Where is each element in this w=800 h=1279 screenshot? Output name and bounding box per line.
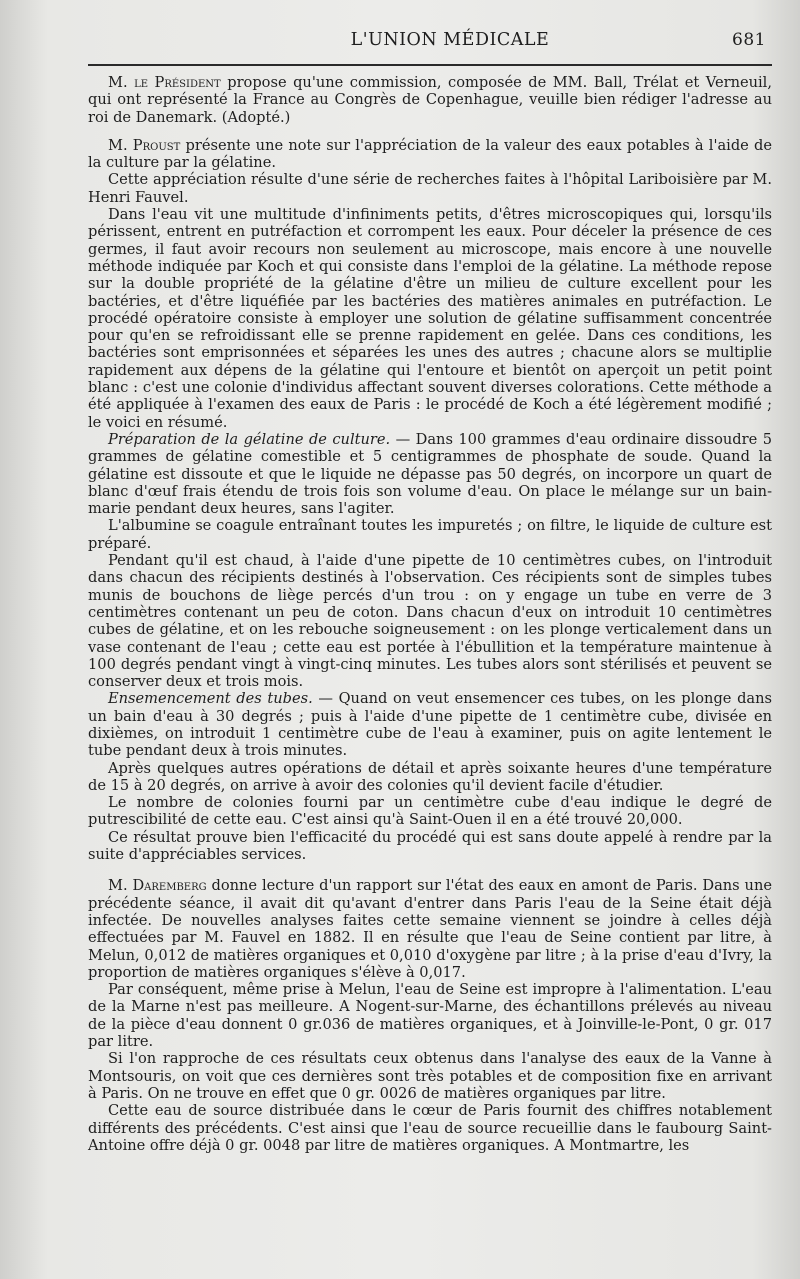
- paragraph: Si l'on rapproche de ces résultats ceux obtenus dans l'analyse des eaux de la Vanne à Montsouris, on voit que ces dernières sont très potables et de composition fixe en arrivant à Paris. On ne trouve en effet que 0 gr. 0026 de matières organiques par litre.: [88, 1050, 772, 1102]
- paragraph: M. Dareмberg donne lecture d'un rapport sur l'état des eaux en amont de Paris. Dans une précédente séance, il avait dit qu'avant d'entrer dans Paris l'eau de la Seine était déjà infectée. De nouvelles analyses faites cette semaine viennent se joindre à celles déjà effectuées par M. Fauvel en 1882. Il en résulte que l'eau de Seine contient par litre, à Melun, 0,012 de matières organiques et 0,010 d'oxygène par litre ; à la prise d'eau d'Ivry, la proportion de matières organiques s'élève à 0,017.: [88, 877, 772, 981]
- running-header: [88, 30, 772, 62]
- section-heading: Ensemencement des tubes.: [108, 690, 313, 708]
- speaker-name: M. Dareмberg: [108, 877, 207, 895]
- paragraph: Préparation de la gélatine de culture. — Dans 100 grammes d'eau ordinaire dissoudre 5 grammes de gélatine comestible et 5 centigrammes de phosphate de soude. Quand la gélatine est dissoute et que le liquide ne dépasse pas 50 degrés, on incorpore un quart de blanc d'œuf frais étendu de trois fois son volume d'eau. On place le mélange sur un bain-marie pendant deux heures, sans l'agiter.: [88, 430, 772, 518]
- paragraph: M. le Président propose qu'une commission, composée de MM. Ball, Trélat et Verneuil, qui ont représenté la France au Congrès de Copenhague, veuille bien rédiger l'adresse au roi de Danemark. (Adopté.): [88, 74, 772, 126]
- paragraph: Cette appréciation résulte d'une série de recherches faites à l'hôpital Lariboisière par M. Henri Fauvel.: [88, 171, 772, 206]
- section-heading: Préparation de la gélatine de culture.: [108, 430, 391, 448]
- body-text: [88, 74, 772, 1154]
- paragraph: Par conséquent, même prise à Melun, l'eau de Seine est impropre à l'alimentation. L'eau de la Marne n'est pas meilleure. A Nogent-sur-Marne, des échantillons prélevés au niveau de la pièce d'eau donnent 0 gr.036 de matières organiques, et à Joinville-le-Pont, 0 gr. 017 par litre.: [88, 981, 772, 1051]
- paragraph: Le nombre de colonies fourni par un centimètre cube d'eau indique le degré de putrescibilité de cette eau. C'est ainsi qu'à Saint-Ouen il en a été trouvé 20,000.: [88, 794, 772, 829]
- header-rule: [88, 64, 772, 66]
- paragraph: L'albumine se coagule entraînant toutes les impuretés ; on filtre, le liquide de culture est préparé.: [88, 517, 772, 552]
- journal-title: L'UNION MÉDICALE: [350, 30, 550, 50]
- paragraph: Dans l'eau vit une multitude d'infiniments petits, d'êtres microscopiques qui, lorsqu'ils périssent, entrent en putréfaction et corrompent les eaux. Pour déceler la présence de ces germes, il faut avoir recours non seulement au microscope, mais encore à une nouvelle méthode indiquée par Koch et qui consiste dans l'emploi de la gélatine. La méthode repose sur la double propriété de la gélatine d'être un milieu de culture excellent pour les bactéries, et d'être liquéfiée par les bactéries des matières animales en putréfaction. Le procédé opératoire consiste à employer une solution de gélatine suffisamment concentrée pour qu'en se refroidissant elle se prenne rapidement en gelée. Dans ces conditions, les bactéries sont emprisonnées et séparées les unes des autres ; chacune alors se multiplie rapidement aux dépens de la gélatine qui l'entoure et bientôt on aperçoit un petit point blanc : c'est une colonie d'individus affectant souvent diverses colorations. Cette méthode a été appliquée à l'examen des eaux de Paris : le procédé de Koch a été légèrement modifié ; le voici en résumé.: [88, 206, 772, 431]
- speaker-name: M. Proust: [108, 136, 181, 154]
- paragraph: Ensemencement des tubes. — Quand on veut ensemencer ces tubes, on les plonge dans un bain d'eau à 30 degrés ; puis à l'aide d'une pipette de 1 centimètre cube, divisée en dixièmes, on introduit 1 centimètre cube de l'eau à examiner, puis on agite lentement le tube pendant deux à trois minutes.: [88, 690, 772, 760]
- paragraph: Pendant qu'il est chaud, à l'aide d'une pipette de 10 centimètres cubes, on l'introduit dans chacun des récipients destinés à l'observation. Ces récipients sont de simples tubes munis de bouchons de liège percés d'un trou : on y engage un tube en verre de 3 centimètres contenant un peu de coton. Dans chacun d'eux on introduit 10 centimètres cubes de gélatine, et on les rebouche soigneusement : on les plonge verticalement dans un vase contenant de l'eau ; cette eau est portée à l'ébullition et la température maintenue à 100 degrés pendant vingt à vingt-cinq minutes. Les tubes alors sont stérilisés et peuvent se conserver deux et trois mois.: [88, 552, 772, 691]
- paragraph: Cette eau de source distribuée dans le cœur de Paris fournit des chiffres notablement différents des précédents. C'est ainsi que l'eau de source recueillie dans le faubourg Saint-Antoine offre déjà 0 gr. 0048 par litre de matières organiques. A Montmartre, les: [88, 1102, 772, 1154]
- speaker-name: M. le Président: [108, 74, 221, 91]
- paragraph: Après quelques autres opérations de détail et après soixante heures d'une température de 15 à 20 degrés, on arrive à avoir des colonies qu'il devient facile d'étudier.: [88, 759, 772, 794]
- paragraph: Ce résultat prouve bien l'efficacité du procédé qui est sans doute appelé à rendre par la suite d'appréciables services.: [88, 828, 772, 864]
- paragraph: M. Proust présente une note sur l'appréciation de la valeur des eaux potables à l'aide de la culture par la gélatine.: [88, 136, 773, 172]
- page-number: 681: [732, 30, 766, 50]
